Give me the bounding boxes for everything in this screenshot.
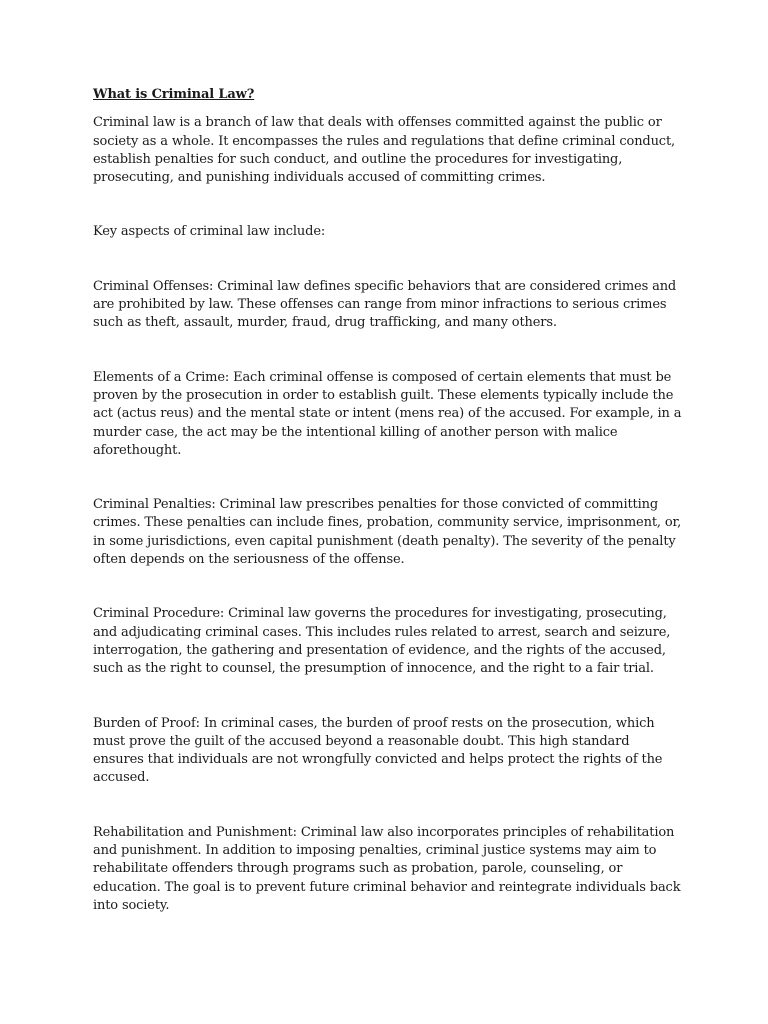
section-criminal-penalties: Criminal Penalties: Criminal law prescribes penalties for those convicted of committing crimes. These penalties can include fines, probation, community service, imprisonment, or, in some jurisdictions, even capital punishment (death penalty). The severity of the penalty often depends on the seriousness of the offense. [93, 497, 682, 568]
document-body [93, 86, 683, 951]
intro-paragraph: Criminal law is a branch of law that deals with offenses committed against the public or society as a whole. It encompasses the rules and regulations that define criminal conduct, establish penalties for such conduct, and outline the procedures for investigating, prosecuting, and punishing individuals accused of committing crimes. [93, 115, 675, 186]
section-criminal-procedure: Criminal Procedure: Criminal law governs the procedures for investigating, prosecuting, and adjudicating criminal cases. This includes rules related to arrest, search and seizure, interrogation, the gathering and presentation of evidence, and the rights of the accused, such as the right to counsel, the presumption of innocence, and the right to a fair trial. [93, 606, 671, 677]
key-aspects-lead: Key aspects of criminal law include: [93, 224, 326, 240]
section-burden-of-proof: Burden of Proof: In criminal cases, the burden of proof rests on the prosecution, which must prove the guilt of the accused beyond a reasonable doubt. This high standard ensures that individuals are not wrongfully convicted and helps protect the rights of the accused. [93, 715, 663, 786]
section-elements-of-crime: Elements of a Crime: Each criminal offense is composed of certain elements that must be proven by the prosecution in order to establish guilt. These elements typically include the act (actus reus) and the mental state or intent (mens rea) of the accused. For example, in a murder case, the act may be the intentional killing of another person with malice aforethought. [93, 369, 682, 458]
section-criminal-offenses: Criminal Offenses: Criminal law defines specific behaviors that are considered crimes and are prohibited by law. These offenses can range from minor infractions to serious crimes such as theft, assault, murder, fraud, drug trafficking, and many others. [93, 278, 677, 331]
section-rehabilitation-punishment: Rehabilitation and Punishment: Criminal law also incorporates principles of rehabilitation and punishment. In addition to imposing penalties, criminal justice systems may aim to rehabilitate offenders through programs such as probation, parole, counseling, or education. The goal is to prevent future criminal behavior and reintegrate individuals back into society. [93, 824, 681, 913]
document-title: What is Criminal Law? [93, 87, 255, 102]
